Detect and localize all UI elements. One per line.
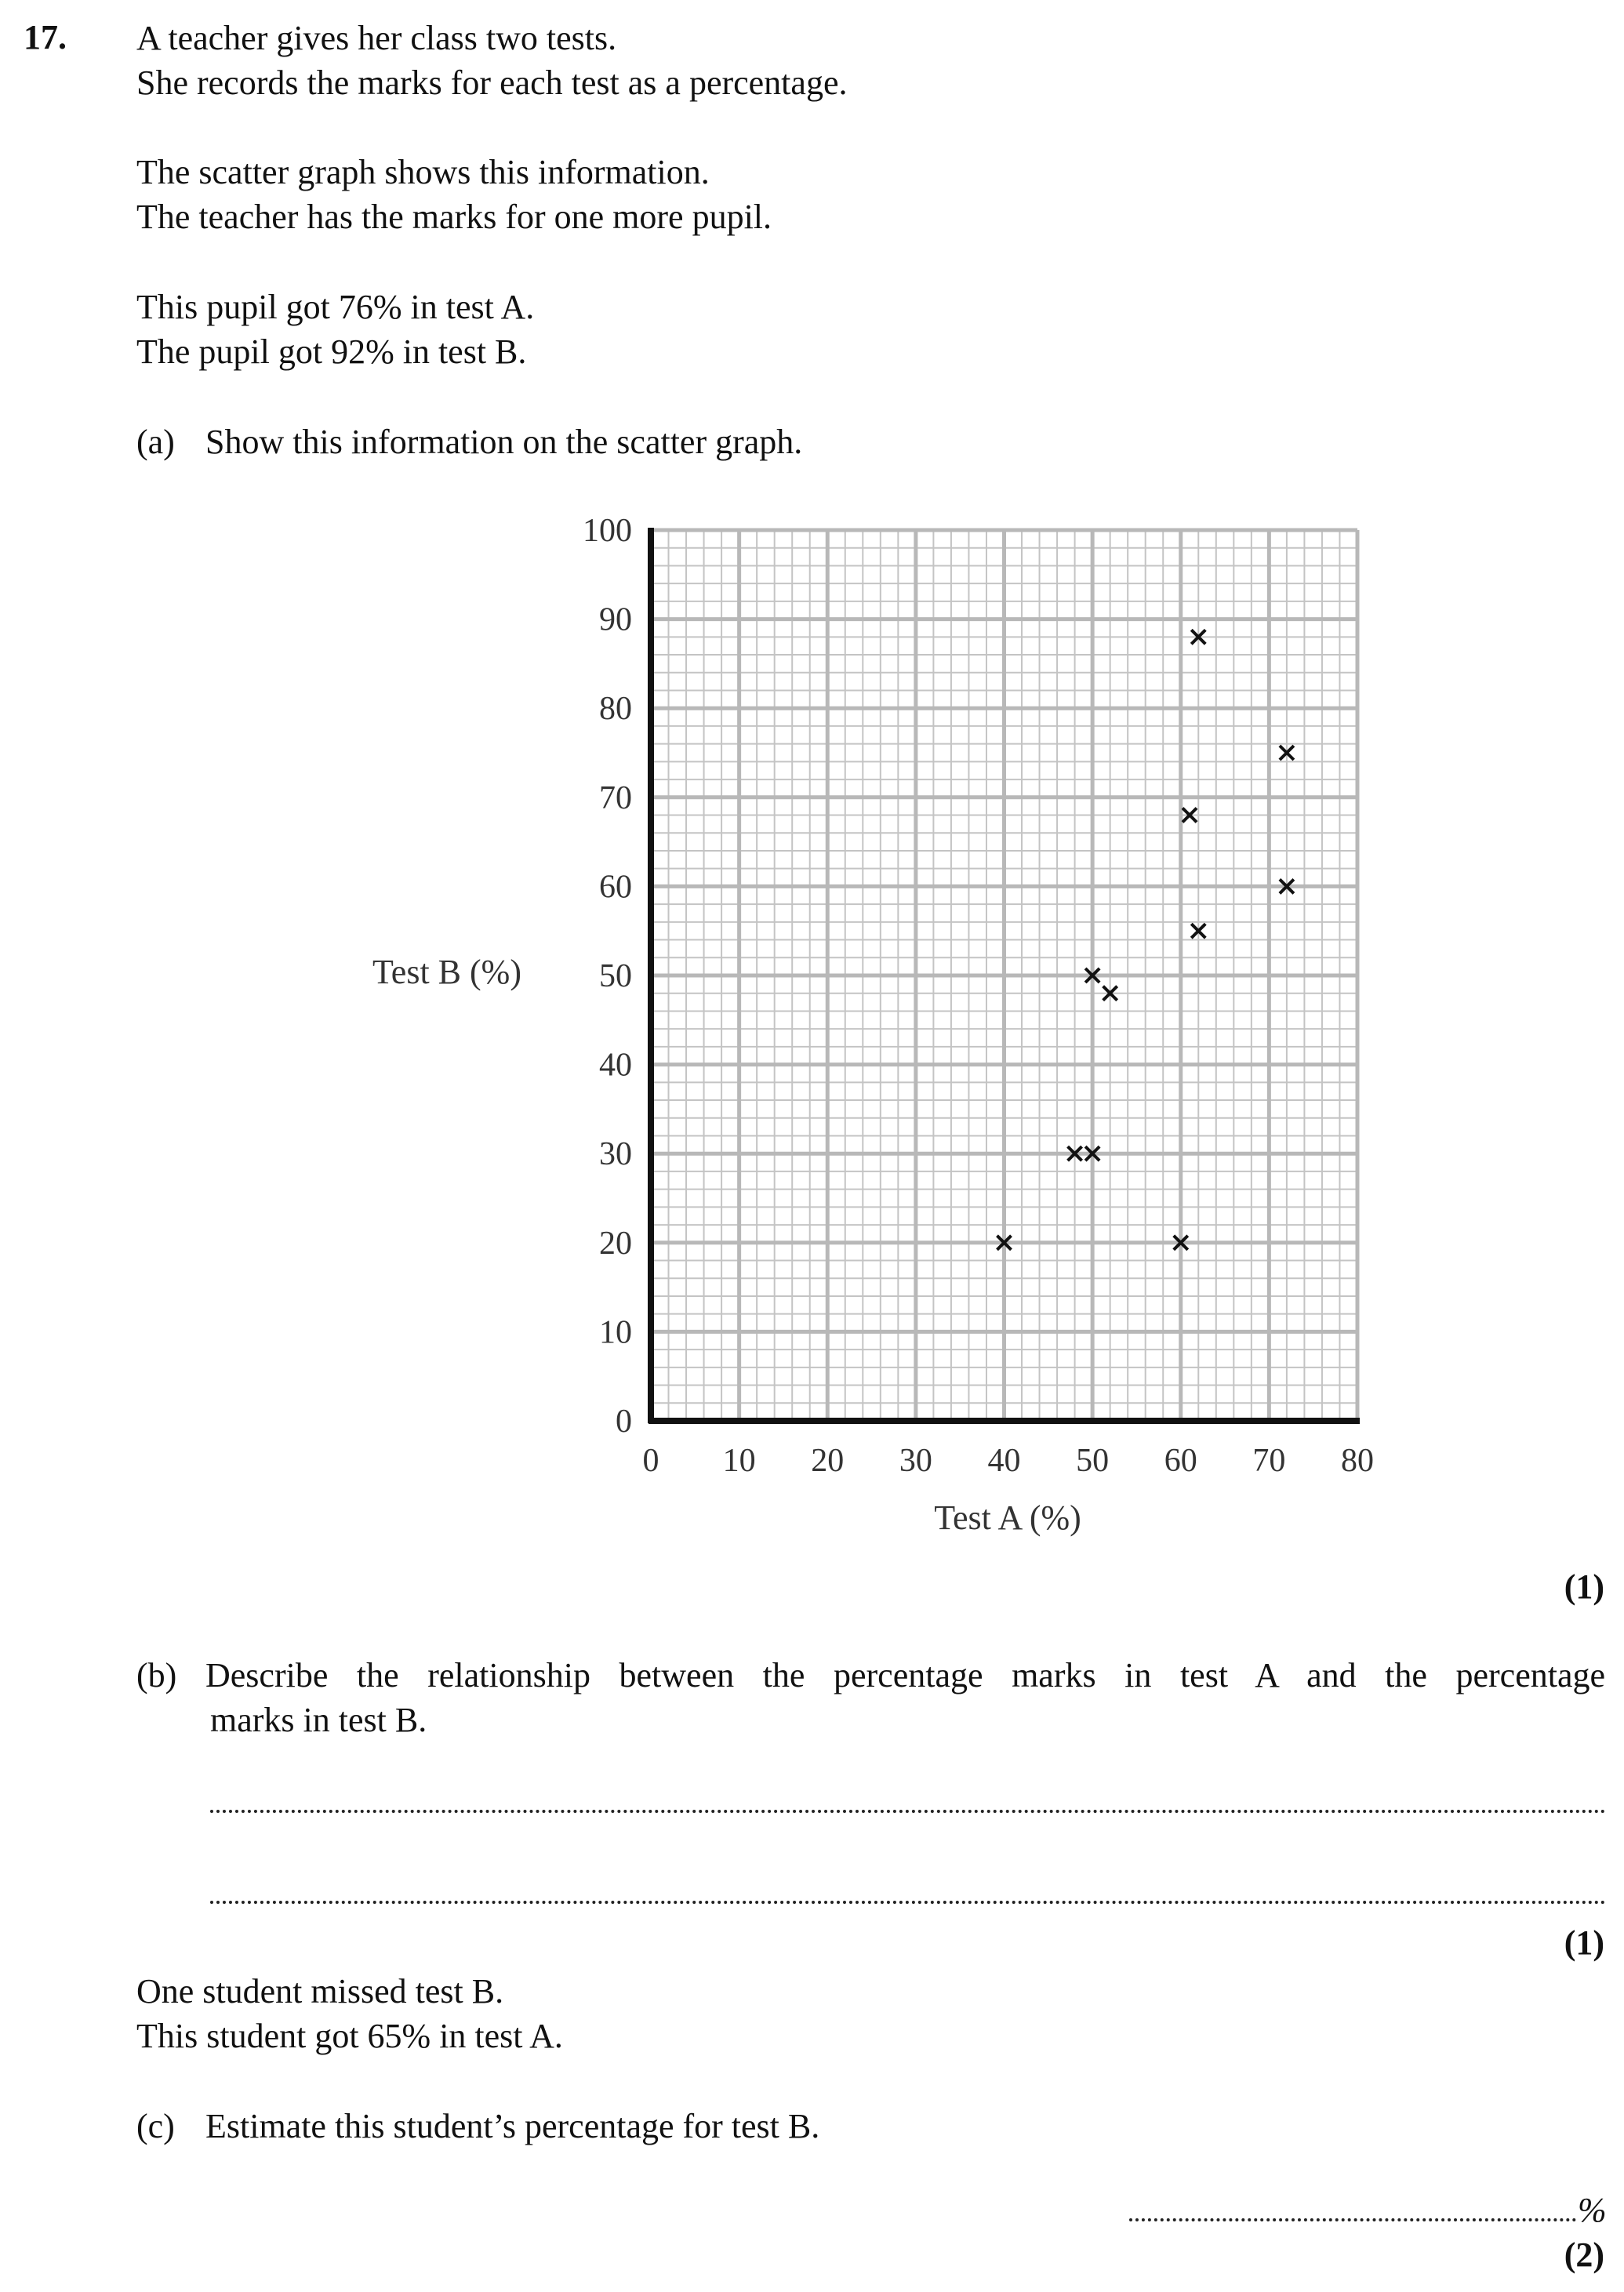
intro-line-6: The pupil got 92% in test B. (136, 332, 527, 371)
y-tick-labels (583, 513, 632, 1440)
question-number: 17. (24, 18, 67, 56)
percent-unit: % (1578, 2191, 1607, 2229)
x-tick-label: 80 (1341, 1443, 1374, 1479)
part-c-label: (c) (136, 2107, 175, 2145)
x-axis-label: Test A (%) (934, 1498, 1081, 1537)
context-c-line-2: This student got 65% in test A. (136, 2017, 563, 2055)
x-tick-label: 0 (642, 1443, 659, 1479)
y-tick-label: 40 (599, 1047, 632, 1084)
y-tick-label: 30 (599, 1136, 632, 1173)
x-tick-label: 40 (987, 1443, 1021, 1479)
y-tick-label: 70 (599, 779, 632, 816)
part-b-marks: (1) (1564, 1923, 1604, 1962)
part-b-label: (b) (136, 1656, 177, 1694)
intro-line-5: This pupil got 76% in test A. (136, 288, 535, 326)
x-tick-label: 10 (722, 1443, 756, 1479)
x-tick-label: 20 (811, 1443, 845, 1479)
y-tick-label: 80 (599, 691, 632, 728)
x-tick-label: 50 (1076, 1443, 1110, 1479)
x-tick-labels (643, 1443, 1375, 1479)
y-tick-label: 60 (599, 869, 632, 906)
y-tick-label: 100 (583, 513, 632, 549)
part-a-marks: (1) (1564, 1567, 1604, 1606)
part-a-label: (a) (136, 423, 175, 461)
part-b-line-2: marks in test B. (210, 1701, 427, 1739)
part-c-marks: (2) (1564, 2236, 1604, 2274)
scatter-graph[interactable] (345, 502, 1411, 1553)
y-tick-label: 10 (599, 1314, 632, 1351)
y-tick-label: 20 (599, 1225, 632, 1262)
answer-line-b-1[interactable] (210, 1810, 1606, 1813)
part-a-text: Show this information on the scatter graph. (205, 423, 803, 461)
x-tick-label: 70 (1252, 1443, 1286, 1479)
intro-line-1: A teacher gives her class two tests. (136, 19, 617, 57)
y-axis-label: Test B (%) (372, 953, 521, 991)
y-tick-label: 90 (599, 601, 632, 638)
x-tick-label: 30 (899, 1443, 932, 1479)
y-tick-label: 50 (599, 958, 632, 994)
intro-line-2: She records the marks for each test as a percentage. (136, 64, 848, 102)
answer-line-c[interactable] (1129, 2218, 1576, 2221)
x-tick-label: 60 (1164, 1443, 1197, 1479)
part-c-text: Estimate this student’s percentage for test B. (205, 2107, 820, 2145)
y-tick-label: 0 (616, 1404, 632, 1440)
part-b-line-1: Describe the relationship between the percentage marks in test A and the percentage (205, 1656, 1605, 1694)
answer-line-b-2[interactable] (210, 1901, 1606, 1904)
intro-line-3: The scatter graph shows this information. (136, 153, 710, 191)
intro-line-4: The teacher has the marks for one more pupil. (136, 198, 772, 236)
context-c-line-1: One student missed test B. (136, 1972, 504, 2010)
